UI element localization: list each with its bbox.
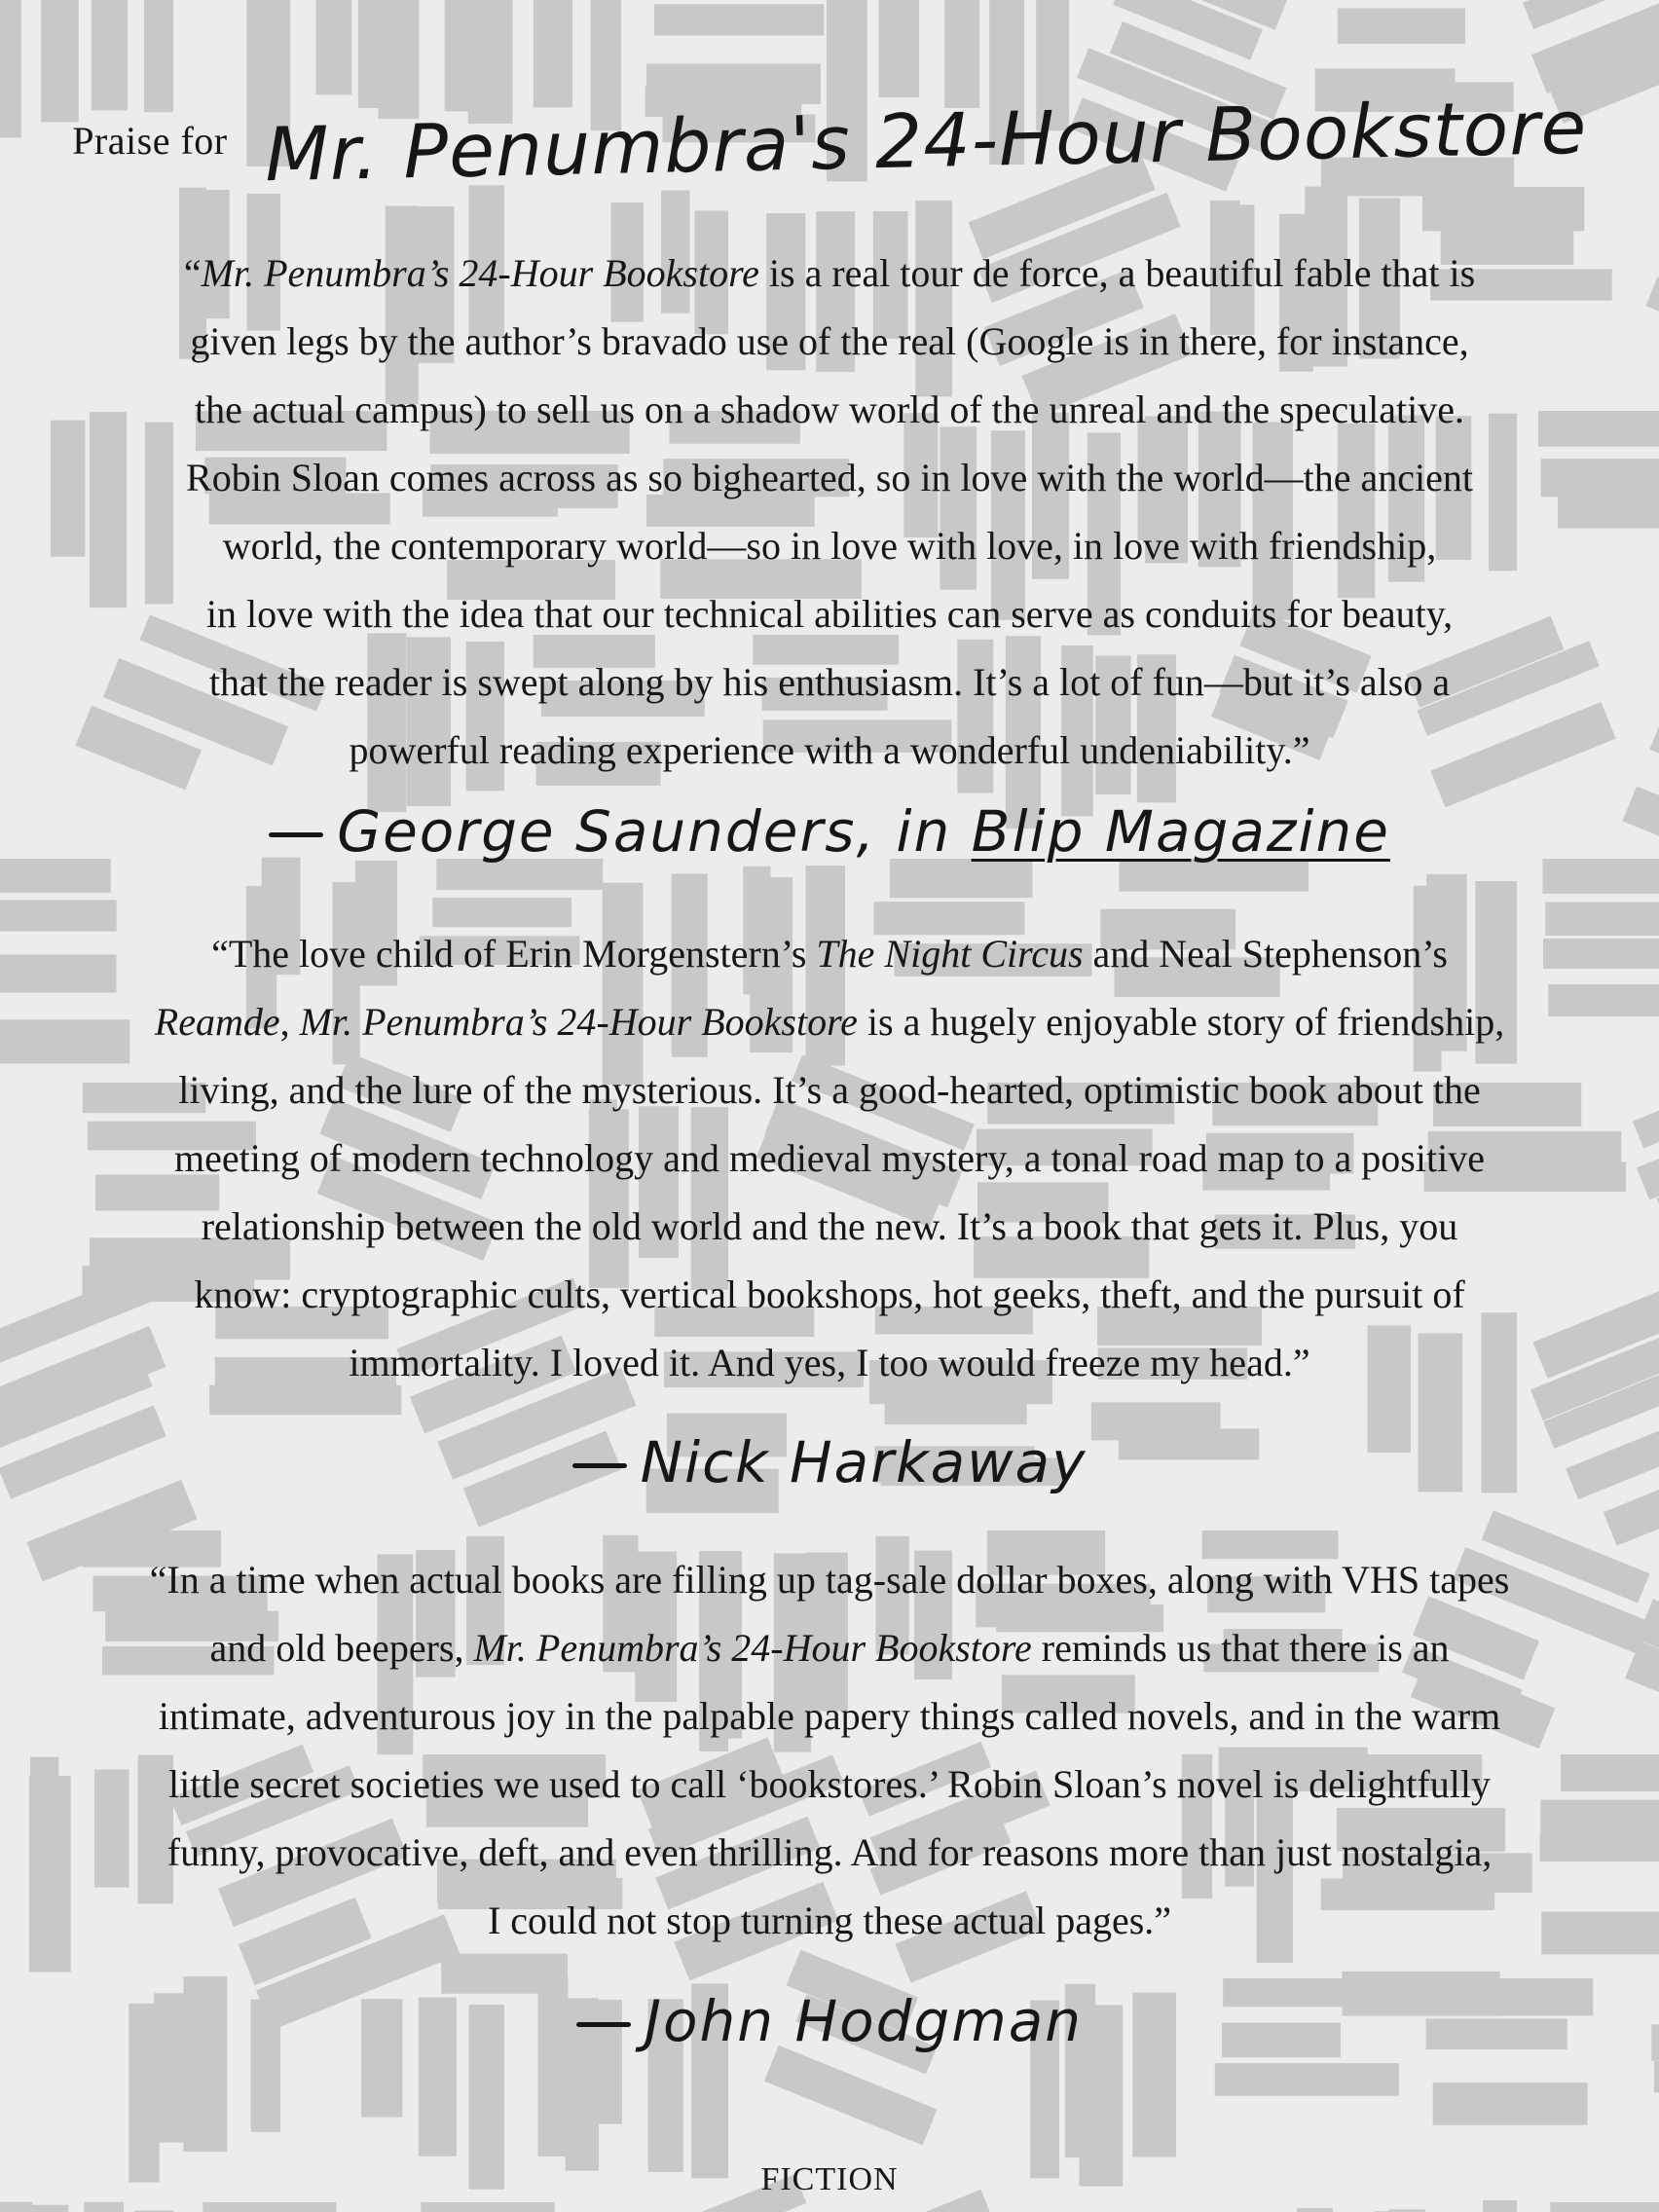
- genre-label: FICTION: [760, 2161, 899, 2197]
- attribution-publication: Blip Magazine: [971, 798, 1390, 865]
- quote-text: relationship between the old world and the new. It’s a book that gets it. Plus, you: [201, 1204, 1458, 1248]
- attribution-joiner: in: [875, 798, 972, 865]
- quote-line: [39, 1261, 1620, 1329]
- quote-line: [39, 1329, 1620, 1397]
- quote-line: [39, 308, 1620, 376]
- quote-text: immortality. I loved it. And yes, I too would freeze my head.”: [349, 1341, 1310, 1384]
- quote-text: in love with the idea that our technical abilities can serve as conduits for beauty,: [205, 592, 1454, 636]
- praise-heading: [0, 83, 1659, 199]
- quote-line: [39, 1819, 1620, 1887]
- quote-italic-text: Reamde: [154, 1000, 280, 1044]
- quote-text: is a real tour de force, a beautiful fable that is: [758, 251, 1476, 295]
- quote-line: [39, 512, 1620, 580]
- blurb-quote: [39, 240, 1620, 785]
- quote-text: intimate, adventurous joy in the palpable papery things called novels, and in the warm: [158, 1694, 1501, 1738]
- quote-text: living, and the lure of the mysterious. It’s a good-hearted, optimistic book about the: [178, 1068, 1481, 1112]
- quote-line: [39, 717, 1620, 785]
- quote-text: little secret societies we used to call ‘bookstores.’ Robin Sloan’s novel is delightfully: [168, 1762, 1491, 1806]
- attribution-name: Nick Harkaway: [640, 1429, 1088, 1495]
- quote-text: powerful reading experience with a wonderful undeniability.”: [349, 728, 1310, 772]
- quote-line: [39, 1614, 1620, 1682]
- quote-line: [39, 1193, 1620, 1261]
- quote-line: [39, 444, 1620, 512]
- quote-text: the actual campus) to sell us on a shadow world of the unreal and the speculative.: [194, 387, 1465, 431]
- quote-text: and old beepers,: [209, 1626, 474, 1670]
- quote-line: [39, 1056, 1620, 1124]
- quote-text: “The love child of Erin Morgenstern’s: [211, 932, 817, 976]
- blurb-quote: [39, 920, 1620, 1397]
- quote-line: [39, 988, 1620, 1056]
- quote-text: know: cryptographic cults, vertical bookshops, hot geeks, theft, and the pursuit of: [194, 1272, 1465, 1316]
- quote-text: given legs by the author’s bravado use of the real (Google is in there, for instance,: [190, 319, 1469, 363]
- quote-italic-text: Mr. Penumbra’s 24-Hour Bookstore: [299, 1000, 858, 1044]
- quote-line: [39, 580, 1620, 648]
- attribution-dash: [576, 2022, 631, 2027]
- quote-line: [39, 1887, 1620, 1955]
- quote-text: and Neal Stephenson’s: [1083, 932, 1448, 976]
- quote-text: meeting of modern technology and medieval mystery, a tonal road map to a positive: [174, 1136, 1485, 1180]
- quote-text: world, the contemporary world—so in love with love, in love with friendship,: [222, 524, 1437, 568]
- attribution-dash: [572, 1463, 627, 1468]
- quote-line: [39, 1546, 1620, 1614]
- quote-line: [39, 1751, 1620, 1819]
- quote-text: that the reader is swept along by his enthusiasm. It’s a lot of fun—but it’s also a: [208, 660, 1451, 704]
- blurb-quote: [39, 1546, 1620, 1955]
- quote-text: ,: [279, 1000, 300, 1044]
- blurb-attribution: [0, 798, 1659, 865]
- quote-text: “In a time when actual books are filling up tag-sale dollar boxes, along with VHS tapes: [149, 1558, 1510, 1602]
- quote-text: “: [183, 251, 202, 295]
- attribution-name: John Hodgman: [644, 1988, 1084, 2054]
- quote-text: funny, provocative, deft, and even thrilling. And for reasons more than just nostalgia,: [166, 1830, 1493, 1874]
- blurb-attribution: [0, 1988, 1659, 2054]
- quote-line: [39, 376, 1620, 444]
- quote-italic-text: Mr. Penumbra’s 24-Hour Bookstore: [201, 251, 759, 295]
- quote-line: [39, 1124, 1620, 1193]
- quote-line: [39, 648, 1620, 717]
- quote-text: Robin Sloan comes across as so bighearted, so in love with the world—the ancient: [186, 456, 1473, 499]
- quote-italic-text: Mr. Penumbra’s 24-Hour Bookstore: [473, 1626, 1032, 1670]
- quote-line: [39, 1682, 1620, 1751]
- book-title-handwritten: Mr. Penumbra's 24-Hour Bookstore: [263, 83, 1588, 199]
- quote-line: [39, 920, 1620, 988]
- quote-line: [39, 240, 1620, 308]
- praise-label: Praise for: [72, 119, 228, 163]
- quote-italic-text: The Night Circus: [816, 932, 1084, 976]
- quote-text: reminds us that there is an: [1031, 1626, 1450, 1670]
- quote-text: is a hugely enjoyable story of friendship,: [857, 1000, 1505, 1044]
- attribution-dash: [269, 832, 323, 837]
- quote-text: I could not stop turning these actual pages.”: [487, 1899, 1172, 1942]
- blurb-attribution: [0, 1429, 1659, 1495]
- attribution-name: George Saunders,: [337, 798, 876, 865]
